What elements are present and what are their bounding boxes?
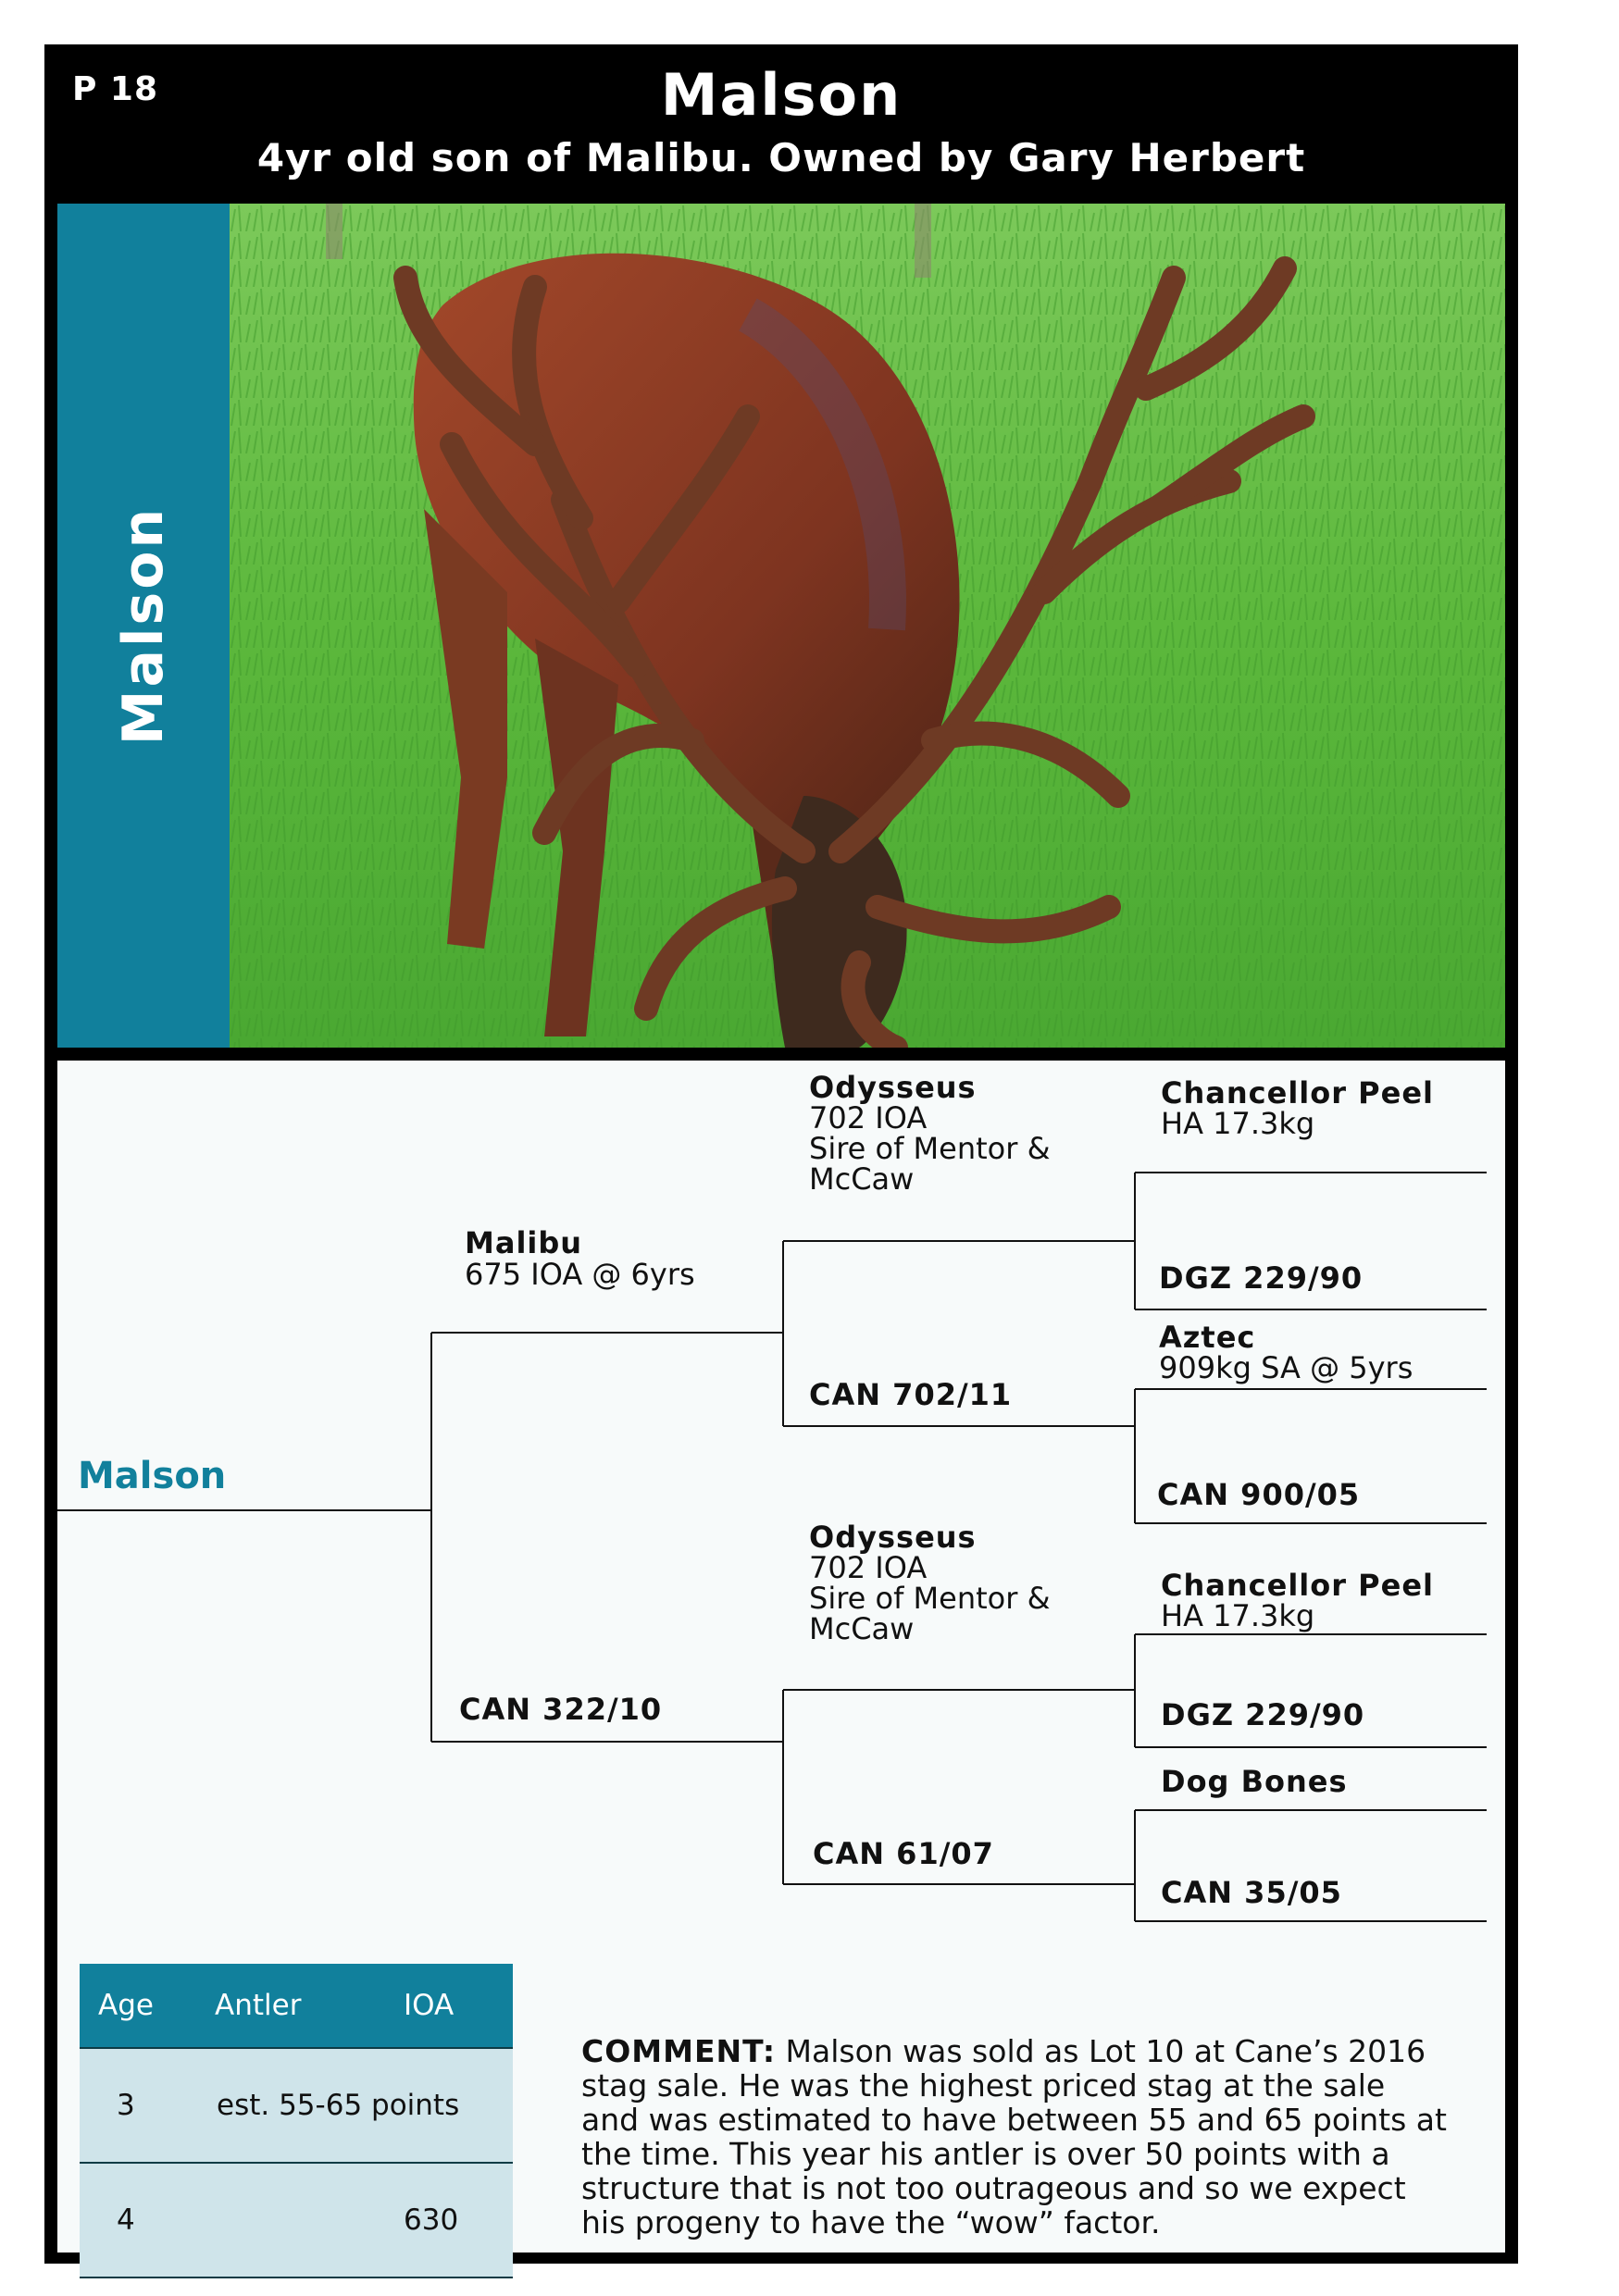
dam-sire-name: Odysseus <box>809 1520 977 1555</box>
column-header-antler: Antler <box>215 1989 302 2022</box>
red-deer-stag-icon <box>230 204 1505 1048</box>
stag-photo <box>230 204 1505 1048</box>
sire-sire-line: 702 IOA <box>809 1100 928 1136</box>
sire-name: Malibu <box>465 1225 583 1260</box>
page-number: P 18 <box>72 70 159 108</box>
cell-ioa: 630 <box>404 2203 459 2237</box>
column-header-age: Age <box>98 1989 154 2022</box>
sire-sire-line: McCaw <box>809 1161 915 1197</box>
comment-block <box>581 2034 1451 2240</box>
gg-name: Chancellor Peel <box>1161 1568 1434 1603</box>
sire-sire-name: Odysseus <box>809 1070 977 1105</box>
gg-name: Aztec <box>1159 1320 1256 1355</box>
gg-name: DGZ 229/90 <box>1161 1697 1365 1732</box>
cell-age: 3 <box>117 2089 135 2122</box>
dam-dam-name: CAN 61/07 <box>813 1836 994 1871</box>
gg-name: CAN 900/05 <box>1157 1477 1361 1512</box>
dam-sire-line: 702 IOA <box>809 1550 928 1585</box>
page-subtitle: 4yr old son of Malibu. Owned by Gary Herbert <box>256 135 1306 180</box>
gg-name: Dog Bones <box>1161 1764 1348 1799</box>
table-row <box>80 2162 513 2278</box>
dam-name: CAN 322/10 <box>459 1692 663 1727</box>
dam-sire-line: McCaw <box>809 1611 915 1646</box>
side-band <box>57 204 230 1048</box>
gg-name: CAN 35/05 <box>1161 1875 1342 1910</box>
gg-detail: HA 17.3kg <box>1161 1106 1315 1141</box>
gg-detail: HA 17.3kg <box>1161 1598 1315 1633</box>
gg-name: DGZ 229/90 <box>1159 1260 1364 1296</box>
sire-sire-line: Sire of Mentor & <box>809 1131 1051 1166</box>
pedigree-section <box>57 1061 1505 2253</box>
sire-dam-name: CAN 702/11 <box>809 1377 1013 1412</box>
cell-age: 4 <box>117 2203 135 2237</box>
comment-text: Malson was sold as Lot 10 at Cane’s 2016 stag sale. He was the highest priced stag at the sale and was estimated to have between 55 and 65 points at the time. This year his antler is over 50 points with a structure that is not too outrageous and so we expect his progeny to have the “wow” factor. <box>581 2033 1447 2240</box>
page-title: Malson <box>660 61 903 129</box>
gg-name: Chancellor Peel <box>1161 1075 1434 1111</box>
table-row <box>80 2047 513 2162</box>
antler-stats-table <box>80 1964 513 2278</box>
catalogue-card <box>44 44 1518 2264</box>
dam-sire-line: Sire of Mentor & <box>809 1581 1051 1616</box>
photo-section <box>57 204 1505 1048</box>
comment-label: COMMENT: <box>581 2033 777 2069</box>
cell-antler: est. 55-65 points <box>217 2089 460 2122</box>
gg-detail: 909kg SA @ 5yrs <box>1159 1350 1414 1385</box>
pedigree-root: Malson <box>78 1455 227 1497</box>
column-header-ioa: IOA <box>404 1989 455 2022</box>
sire-detail: 675 IOA @ 6yrs <box>465 1257 695 1292</box>
side-label: Malson <box>111 505 176 746</box>
table-header <box>80 1964 513 2047</box>
